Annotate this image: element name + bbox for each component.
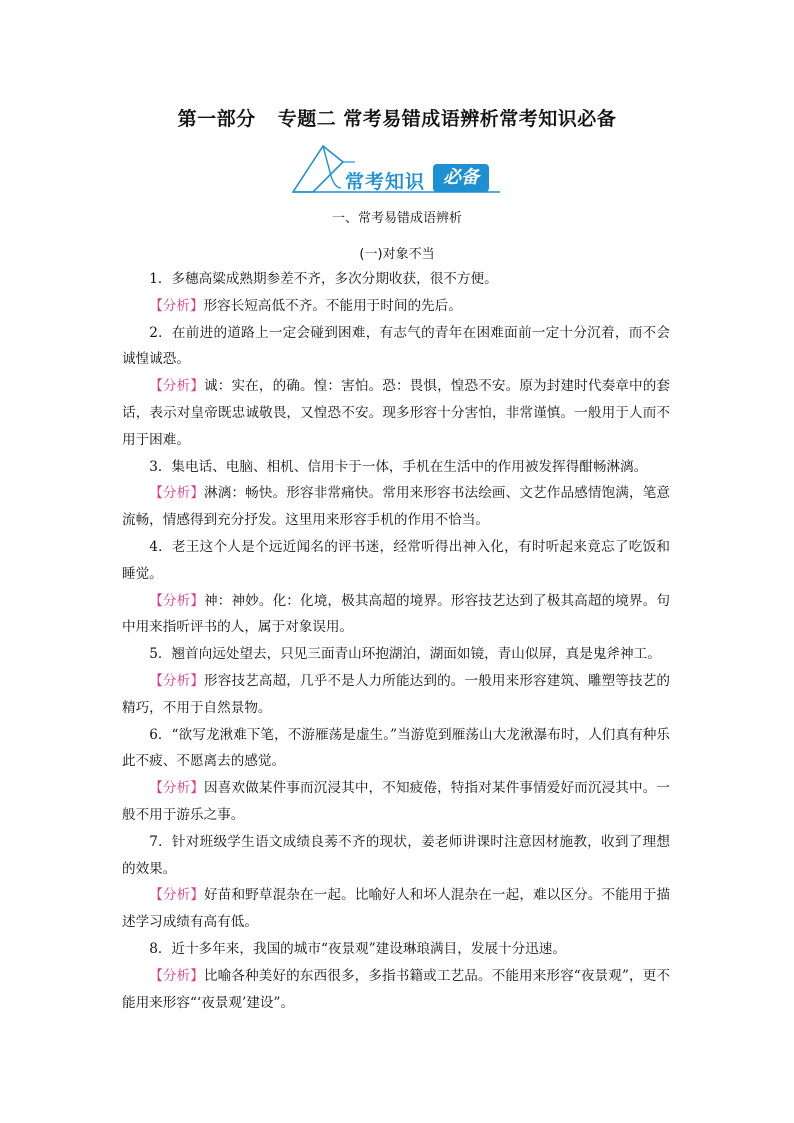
question-3: 3．集电话、电脑、相机、信用卡于一体，手机在生活中的作用被发挥得酣畅淋漓。 xyxy=(149,458,648,475)
question-5: 5．翘首向远处望去，只见三面青山环抱湖泊，湖面如镜，青山似屏，真是鬼斧神工。 xyxy=(149,646,661,663)
analysis-tag: 【分析】 xyxy=(149,592,205,609)
analysis-text: 因喜欢做某件事而沉浸其中，不知疲倦，特指对某件事情爱好而沉浸其中。一般不用于游乐之事。 xyxy=(122,780,671,823)
analysis-text: 神：神妙。化：化境，极其高超的境界。形容技艺达到了极其高超的境界。句中用来指听评书的人，属于对象误用。 xyxy=(122,592,671,636)
analysis-tag: 【分析】 xyxy=(149,967,204,984)
question-1: 1．多穗高粱成熟期参差不齐，多次分期收获，很不方便。 xyxy=(149,271,498,287)
analysis-tag: 【分析】 xyxy=(149,887,205,904)
banner-badge: 必备 xyxy=(433,164,489,192)
analysis-tag: 【分析】 xyxy=(149,485,205,502)
analysis-tag: 【分析】 xyxy=(149,297,204,314)
title-topic: 专题二 常考易错成语辨析常考知识必备 xyxy=(277,108,617,130)
analysis-text: 比喻各种美好的东西很多，多指书籍或工艺品。不能用来形容“夜景观”，更不能用来形容“‘夜景观’建设”。 xyxy=(122,967,670,1011)
analysis-3 xyxy=(122,480,670,534)
section-banner xyxy=(285,140,510,198)
title-part: 第一部分 xyxy=(177,108,256,130)
question-7: 7．针对班级学生语文成绩良莠不齐的现状，姜老师讲课时注意因材施教，收到了理想的效果。 xyxy=(122,833,670,877)
analysis-4 xyxy=(122,588,670,642)
analysis-text: 形容长短高低不齐。不能用于时间的先后。 xyxy=(203,297,462,314)
analysis-text: 好苗和野草混杂在一起。比喻好人和坏人混杂在一起，难以区分。不能用于描述学习成绩有高有低。 xyxy=(122,887,671,931)
analysis-text: 形容技艺高超，几乎不是人力所能达到的。一般用来形容建筑、雕塑等技艺的精巧，不用于自然景物。 xyxy=(122,672,671,716)
analysis-tag: 【分析】 xyxy=(149,672,205,689)
analysis-text: 诚：实在，的确。惶：害怕。恐：畏惧，惶恐不安。原为封建时代奏章中的套话，表示对皇帝既忠诚敬畏，又惶恐不安。现多形容十分害怕，非常谨慎。一般用于人而不用于困难。 xyxy=(122,378,671,448)
analysis-7 xyxy=(122,882,670,936)
banner-text: 常考知识 xyxy=(345,171,426,193)
subsection-heading: (一)对象不当 xyxy=(359,247,435,262)
analysis-6 xyxy=(122,775,670,829)
page-title xyxy=(0,104,794,131)
analysis-tag: 【分析】 xyxy=(149,780,205,797)
question-6: 6．“欲写龙湫难下笔，不游雁荡是虚生。”当游览到雁荡山大龙湫瀑布时，人们真有种乐此不疲、不愿离去的感觉。 xyxy=(122,726,670,770)
analysis-1 xyxy=(122,293,670,320)
content-body xyxy=(122,266,670,1016)
analysis-text: 淋漓：畅快。形容非常痛快。常用来形容书法绘画、文艺作品感情饱满，笔意流畅，情感得到充分抒发。这里用来形容手机的作用不恰当。 xyxy=(122,485,671,529)
analysis-5 xyxy=(122,668,670,722)
analysis-2 xyxy=(122,373,670,453)
analysis-8 xyxy=(122,963,670,1017)
question-4: 4．老王这个人是个远近闻名的评书迷，经常听得出神入化，有时听起来竟忘了吃饭和睡觉。 xyxy=(122,538,670,582)
question-8: 8．近十多年来，我国的城市“夜景观”建设琳琅满目，发展十分迅速。 xyxy=(149,940,566,957)
section-heading: 一、常考易错成语辨析 xyxy=(331,211,462,226)
analysis-tag: 【分析】 xyxy=(149,378,205,395)
question-2: 2．在前进的道路上一定会碰到困难，有志气的青年在困难面前一定十分沉着，而不会诚惶诚恐。 xyxy=(122,324,670,368)
